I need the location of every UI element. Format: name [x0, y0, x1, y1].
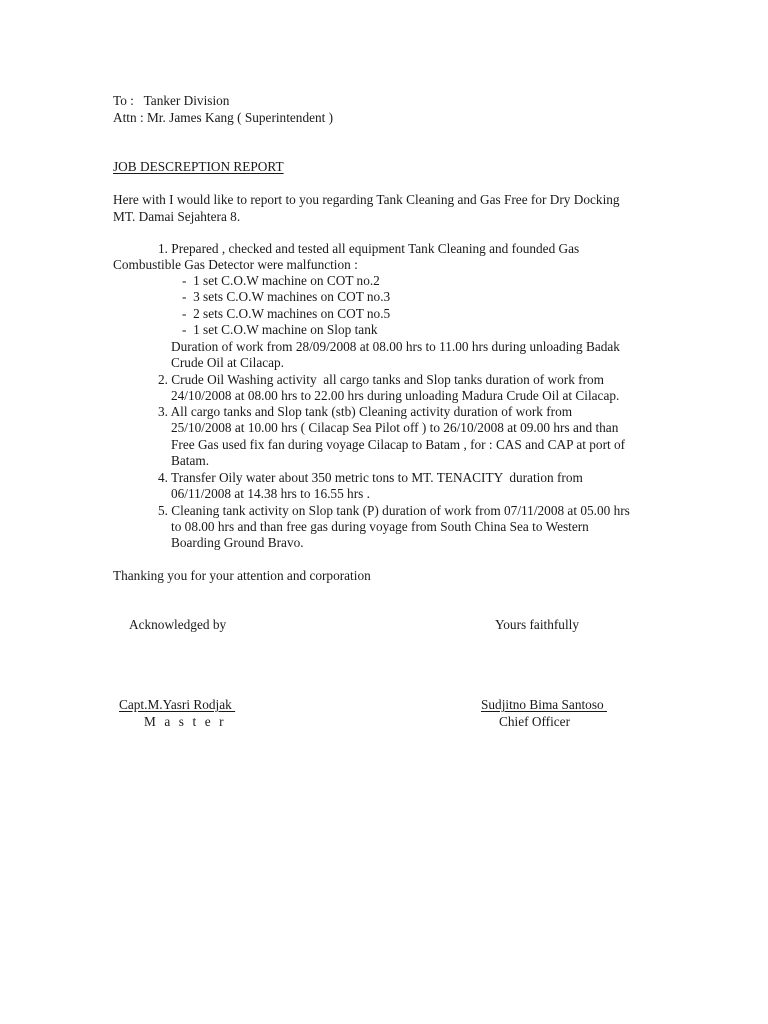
- duration-line: Duration of work from 28/09/2008 at 08.00 hrs to 11.00 hrs during unloading Badak: [171, 339, 620, 354]
- list-item-line: 5. Cleaning tank activity on Slop tank (P) duration of work from 07/11/2008 at 05.00 hrs: [158, 503, 630, 518]
- duration-line: Crude Oil at Cilacap.: [171, 355, 284, 370]
- closing-line: Thanking you for your attention and corporation: [113, 568, 371, 583]
- intro-line: MT. Damai Sejahtera 8.: [113, 209, 241, 224]
- master-name: Capt.M.Yasri Rodjak: [119, 697, 236, 712]
- intro-line: Here with I would like to report to you regarding Tank Cleaning and Gas Free for Dry Docking: [113, 192, 620, 207]
- chief-officer-name: Sudjitno Bima Santoso: [481, 697, 607, 712]
- report-title: JOB DESCREPTION REPORT: [113, 159, 284, 174]
- list-item-line: 06/11/2008 at 14.38 hrs to 16.55 hrs .: [171, 486, 370, 501]
- to-line: To : Tanker Division: [113, 93, 230, 108]
- bullet-item: - 1 set C.O.W machine on Slop tank: [182, 322, 378, 337]
- list-item-line: 3. All cargo tanks and Slop tank (stb) Cleaning activity duration of work from: [158, 404, 573, 419]
- list-item-line: Free Gas used fix fan during voyage Cilacap to Batam , for : CAS and CAP at port of: [171, 437, 626, 452]
- master-role: M a s t e r: [144, 714, 227, 729]
- bullet-item: - 3 sets C.O.W machines on COT no.3: [182, 289, 391, 304]
- list-item-line: 4. Transfer Oily water about 350 metric tons to MT. TENACITY duration from: [158, 470, 583, 485]
- bullet-item: - 2 sets C.O.W machines on COT no.5: [182, 306, 391, 321]
- list-item-line: Boarding Ground Bravo.: [171, 535, 304, 550]
- chief-officer-role: Chief Officer: [499, 714, 571, 729]
- list-item-line: to 08.00 hrs and than free gas during voyage from South China Sea to Western: [171, 519, 589, 534]
- yours-faithfully-heading: Yours faithfully: [495, 617, 579, 632]
- list-item-line: 2. Crude Oil Washing activity all cargo tanks and Slop tanks duration of work from: [158, 372, 605, 387]
- bullet-item: - 1 set C.O.W machine on COT no.2: [182, 273, 380, 288]
- list-item-line: 24/10/2008 at 08.00 hrs to 22.00 hrs during unloading Madura Crude Oil at Cilacap.: [171, 388, 620, 403]
- acknowledged-heading: Acknowledged by: [129, 617, 227, 632]
- list-item-line: 25/10/2008 at 10.00 hrs ( Cilacap Sea Pilot off ) to 26/10/2008 at 09.00 hrs and than: [171, 420, 619, 435]
- list-item-line: Batam.: [171, 453, 210, 468]
- list-item-line: 1. Prepared , checked and tested all equipment Tank Cleaning and founded Gas: [158, 241, 580, 256]
- list-item-line: Combustible Gas Detector were malfunction :: [113, 257, 358, 272]
- attn-line: Attn : Mr. James Kang ( Superintendent ): [113, 110, 334, 125]
